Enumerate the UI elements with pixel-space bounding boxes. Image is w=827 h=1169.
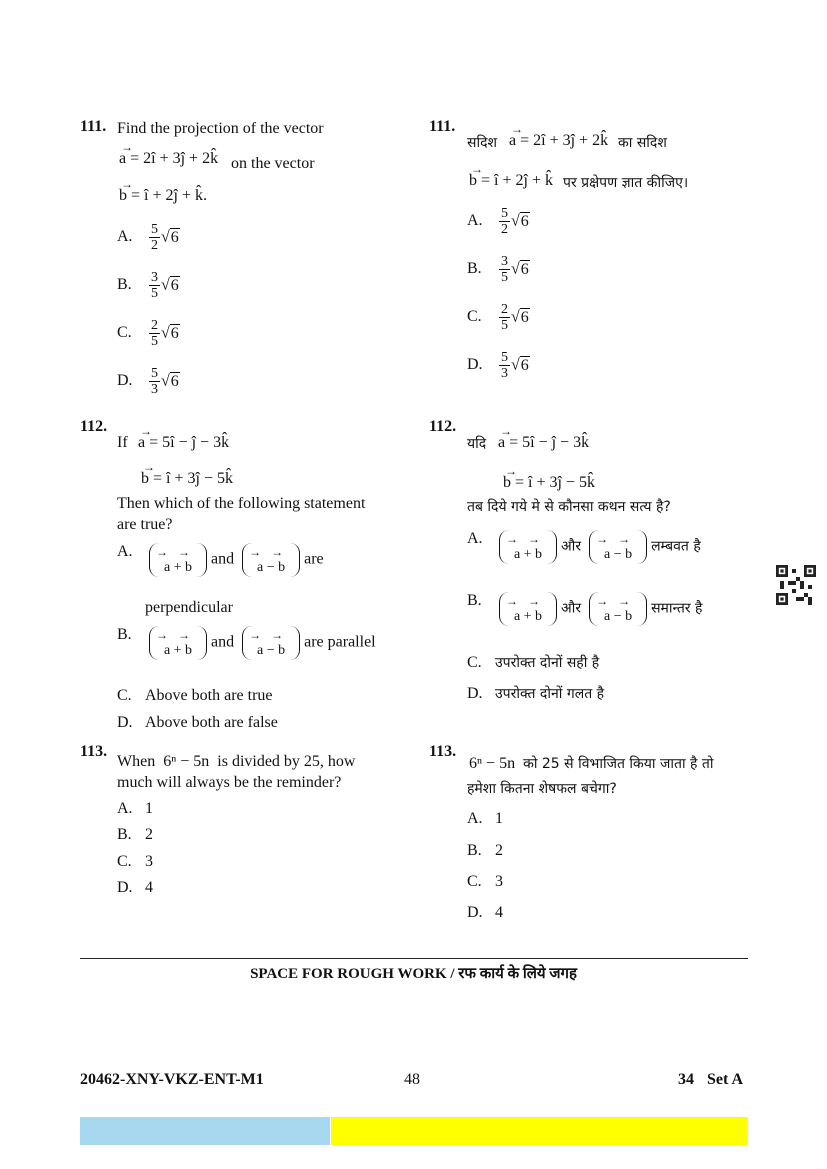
q111-hi-pre: सदिश [467,135,498,151]
q111-text-line1: Find the projection of the vector [117,120,324,137]
q111-hi-option-a[interactable]: A. $\frac{5}{2}$ √6 [467,206,529,237]
q112-option-b[interactable]: B. →→ a + b and →→ a − b are parallel [117,626,376,658]
q113-hi-option-a[interactable]: A. 1 [467,810,503,827]
q113-hi-option-c[interactable]: C. 3 [467,873,503,890]
q111-text-line2: on the vector [231,155,315,172]
rough-work-divider [80,958,748,959]
q112-hi-number: 112. [429,418,457,435]
q111-hi-vector-a: → a = 2î + 3ĵ + 2k̂ [509,122,609,149]
q112-statement-line2: are true? [117,516,173,533]
q112-hi-if: यदि [467,436,487,452]
q113-number: 113. [80,743,108,760]
q113-hi-option-b[interactable]: B. 2 [467,842,503,859]
q112-statement-line1: Then which of the following statement [117,495,366,512]
q111-vector-b: → b = î + 2ĵ + k̂. [119,177,207,204]
q112-hi-option-b[interactable]: B. →→ a + b और →→ a − b समान्तर है [467,592,703,624]
q113-text-line2: much will always be the reminder? [117,774,342,791]
q113-hi-option-d[interactable]: D. 4 [467,904,503,921]
q112-hi-option-d[interactable]: D. उपरोक्त दोनों गलत है [467,685,605,702]
q113-hi-number: 113. [429,743,457,760]
footer-page-number: 48 [404,1071,420,1088]
q111-option-a[interactable]: A. $\frac{5}{2}$ √6 [117,222,179,253]
footer-set-label: Set A [707,1071,743,1088]
q111-hi-vector-b: → b = î + 2ĵ + k̂ [469,162,553,189]
q112-number: 112. [80,418,108,435]
q111-option-d[interactable]: D. $\frac{5}{3}$ √6 [117,366,179,397]
q112-option-d[interactable]: D. Above both are false [117,714,278,731]
q112-option-c[interactable]: C. Above both are true [117,687,273,704]
q111-option-b[interactable]: B. $\frac{3}{5}$ √6 [117,270,179,301]
footer-band-blue [80,1117,330,1145]
q112-hi-vector-b: → b = î + 3ĵ − 5k̂ [503,464,595,491]
footer-band-yellow [331,1117,748,1145]
q113-option-c[interactable]: C. 3 [117,853,153,870]
q113-option-d[interactable]: D. 4 [117,879,153,896]
q111-number: 111. [80,118,107,135]
q111-hi-post: पर प्रक्षेपण ज्ञात कीजिए। [563,175,689,191]
qr-code-icon [776,565,816,605]
q113-text-line1: When 6ⁿ − 5n is divided by 25, how [117,753,356,770]
q111-hi-option-d[interactable]: D. $\frac{5}{3}$ √6 [467,350,529,381]
q112-option-a-perpendicular: perpendicular [145,599,233,616]
q112-if: If [117,434,128,451]
q111-option-c[interactable]: C. $\frac{2}{5}$ √6 [117,318,179,349]
q113-option-a[interactable]: A. 1 [117,800,153,817]
q112-vector-b: → b = î + 3ĵ − 5k̂ [141,460,233,487]
q113-option-b[interactable]: B. 2 [117,826,153,843]
q111-hi-option-b[interactable]: B. $\frac{3}{5}$ √6 [467,254,529,285]
q112-hi-option-c[interactable]: C. उपरोक्त दोनों सही है [467,654,600,671]
q113-hi-text-line1: 6ⁿ − 5n को 25 से विभाजित किया जाता है तो [469,755,714,772]
q111-vector-a: → a = 2î + 3ĵ + 2k̂ [119,140,219,167]
footer-set-number: 34 [678,1071,694,1088]
q112-hi-statement: तब दिये गये मे से कौनसा कथन सत्य है? [467,499,671,515]
rough-work-label: SPACE FOR ROUGH WORK / रफ कार्य के लिये जगह [250,966,577,982]
q113-hi-text-line2: हमेशा कितना शेषफल बचेगा? [467,781,617,797]
q111-hi-option-c[interactable]: C. $\frac{2}{5}$ √6 [467,302,529,333]
q112-hi-option-a[interactable]: A. →→ a + b और →→ a − b लम्बवत है [467,530,701,562]
q112-option-a[interactable]: A. →→ a + b and →→ a − b are [117,543,324,575]
q112-vector-a: → a = 5î − ĵ − 3k̂ [138,424,230,451]
q112-hi-vector-a: → a = 5î − ĵ − 3k̂ [498,424,590,451]
footer-code: 20462-XNY-VKZ-ENT-M1 [80,1071,264,1088]
q111-hi-number: 111. [429,118,456,135]
q111-hi-mid: का सदिश [618,135,667,151]
